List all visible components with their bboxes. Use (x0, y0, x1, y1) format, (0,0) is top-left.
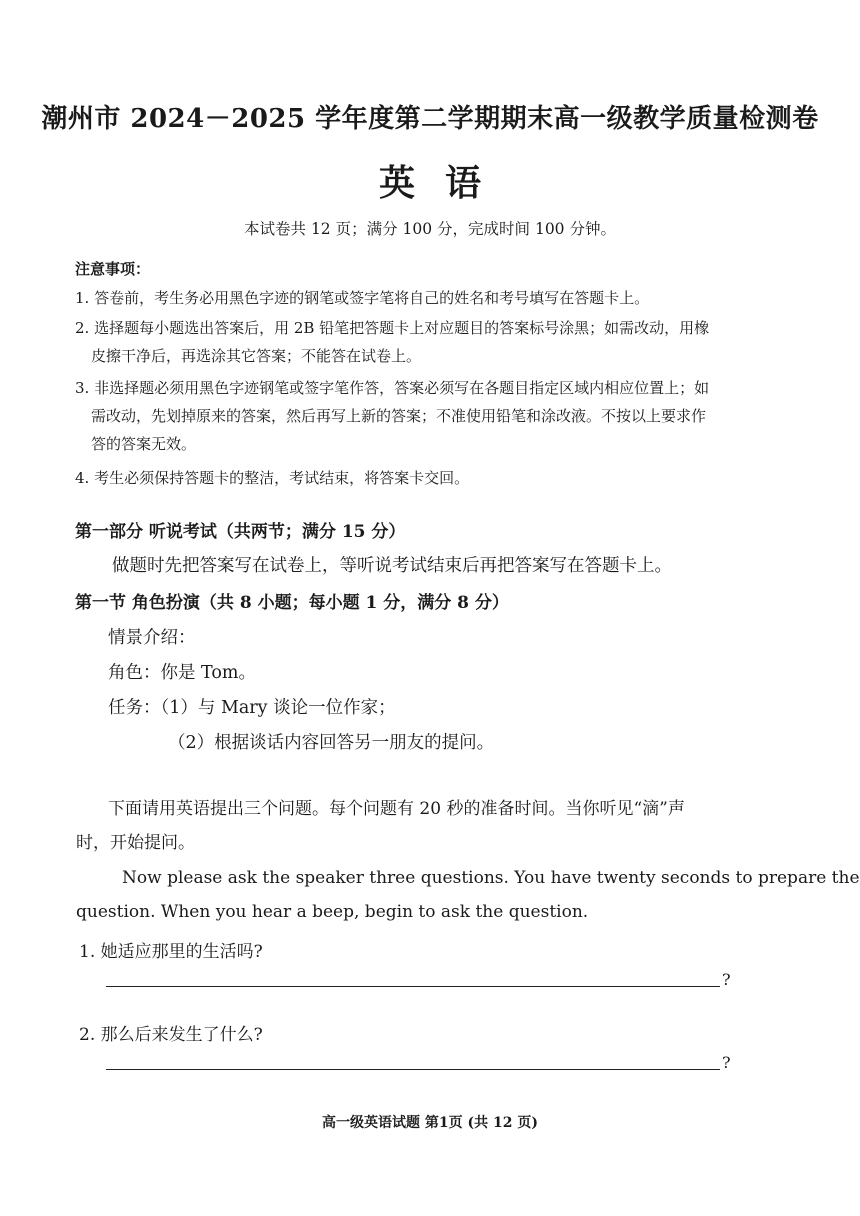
notice-item-3-line-1: 3. 非选择题必须用黑色字迹钢笔或签字笔作答，答案必须写在各题目指定区域内相应位置上；如 (75, 379, 710, 397)
cn-instruction-line-1: 下面请用英语提出三个问题。每个问题有 20 秒的准备时间。当你听见“滴”声 (108, 799, 685, 819)
notice-item-3-line-3: 答的答案无效。 (91, 435, 197, 453)
page-footer: 高一级英语试题 第1页 (共 12 页) (322, 1115, 538, 1131)
page-title: 潮州市 2024－2025 学年度第二学期期末高一级教学质量检测卷 (41, 104, 819, 134)
notice-item-3 (75, 374, 795, 458)
section1-heading: 第一节 角色扮演（共 8 小题；每小题 1 分，满分 8 分） (75, 593, 509, 613)
answer-line-1[interactable] (106, 986, 720, 987)
en-instruction-line-1: Now please ask the speaker three questions. You have twenty seconds to prepare the (122, 868, 860, 888)
task-2: （2）根据谈话内容回答另一朋友的提问。 (168, 733, 495, 753)
task-1: 任务：（1）与 Mary 谈论一位作家； (108, 698, 396, 718)
notice-item-2 (75, 314, 795, 370)
role-text: 角色：你是 Tom。 (108, 663, 257, 683)
notice-item-2-line-2: 皮擦干净后，再选涂其它答案；不能答在试卷上。 (91, 347, 422, 365)
notice-item-4: 4. 考生必须保持答题卡的整洁，考试结束，将答案卡交回。 (75, 469, 470, 487)
part1-instruction: 做题时先把答案写在试卷上，等听说考试结束后再把答案写在答题卡上。 (112, 556, 672, 576)
subject-title: 英语 (378, 162, 511, 204)
answer-1-question-mark: ? (722, 970, 731, 989)
question-1: 1. 她适应那里的生活吗? (79, 942, 263, 962)
question-2: 2. 那么后来发生了什么? (79, 1025, 263, 1045)
cn-instruction-line-2: 时，开始提问。 (76, 833, 195, 853)
notice-item-2-line-1: 2. 选择题每小题选出答案后，用 2B 铅笔把答题卡上对应题目的答案标号涂黑；如需改动，用橡 (75, 319, 710, 337)
notice-item-3-line-2: 需改动，先划掉原来的答案，然后再写上新的答案；不准使用铅笔和涂改液。不按以上要求作 (91, 407, 707, 425)
part1-heading: 第一部分 听说考试（共两节；满分 15 分） (75, 522, 406, 542)
notice-item-1: 1. 答卷前，考生务必用黑色字迹的钢笔或签字笔将自己的姓名和考号填写在答题卡上。 (75, 289, 650, 307)
en-instruction-line-2: question. When you hear a beep, begin to ask the question. (76, 902, 589, 922)
answer-line-2[interactable] (106, 1069, 720, 1070)
answer-2-question-mark: ? (722, 1053, 731, 1072)
exam-info: 本试卷共 12 页；满分 100 分，完成时间 100 分钟。 (244, 220, 616, 238)
scenario-label: 情景介绍： (108, 628, 196, 648)
notice-heading: 注意事项： (75, 260, 151, 278)
